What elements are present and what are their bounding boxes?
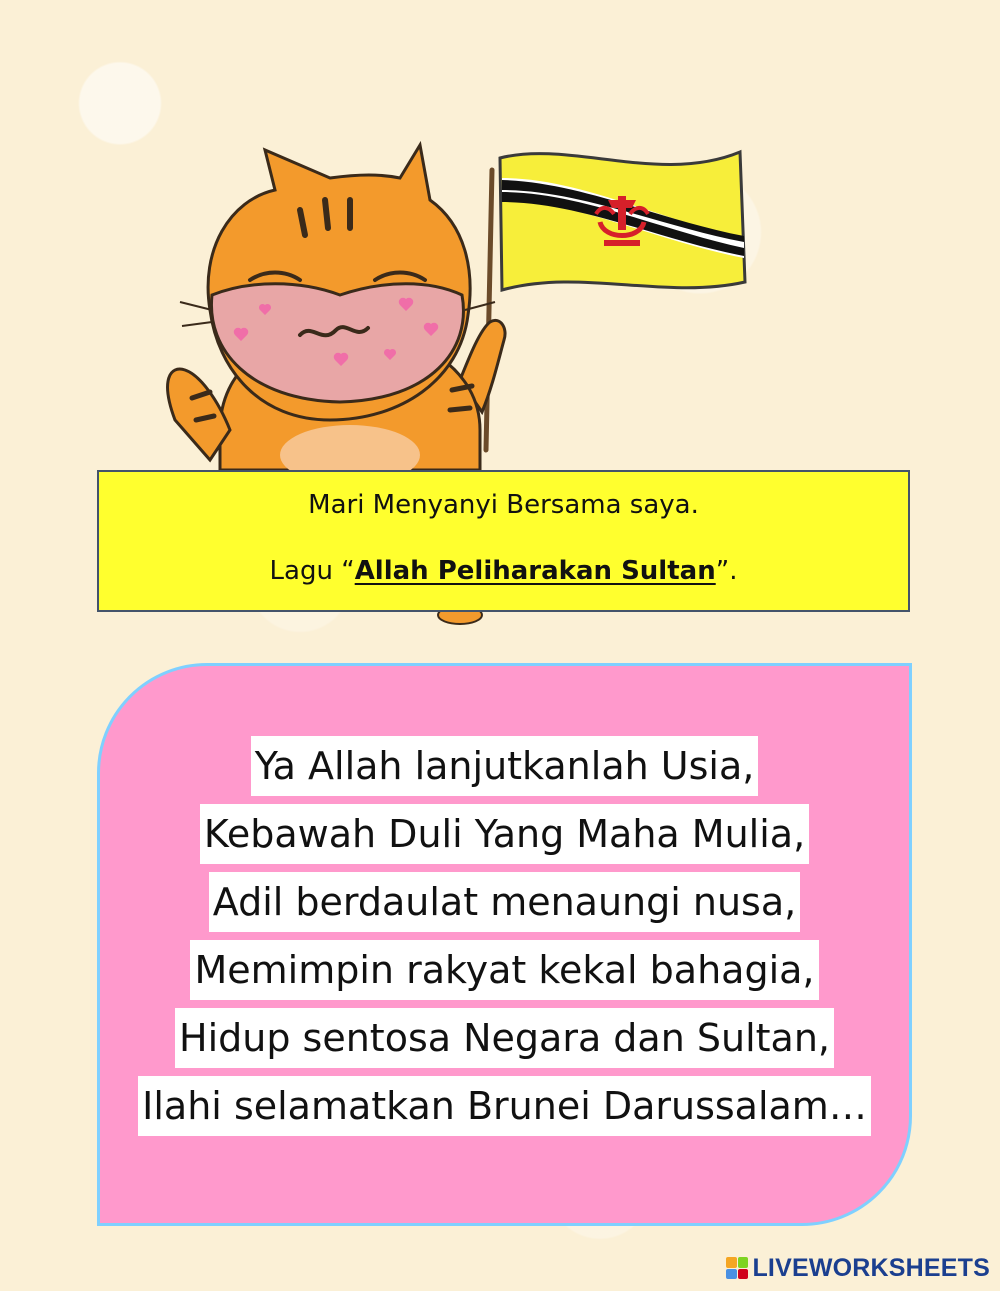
lyric-line [100, 736, 909, 804]
song-title: Allah Peliharakan Sultan [354, 556, 716, 586]
lyric-text: Adil berdaulat menaungi nusa, [209, 872, 800, 932]
song-title-line [99, 556, 908, 586]
song-intro-box [97, 470, 910, 612]
intro-text: Mari Menyanyi Bersama saya. [308, 490, 699, 520]
liveworksheets-logo[interactable] [726, 1253, 990, 1283]
lyric-line [100, 872, 909, 940]
song-title-prefix: Lagu “ [269, 556, 355, 586]
brand-name: LIVEWORKSHEETS [752, 1253, 990, 1282]
lyrics-list [100, 736, 909, 1144]
lyric-line [100, 804, 909, 872]
lyrics-card [97, 663, 912, 1226]
lyric-line [100, 1076, 909, 1144]
lyric-line [100, 1008, 909, 1076]
liveworksheets-icon [726, 1257, 748, 1279]
lyric-text: Memimpin rakyat kekal bahagia, [190, 940, 818, 1000]
brunei-flag-icon [500, 152, 745, 290]
lyric-text: Kebawah Duli Yang Maha Mulia, [200, 804, 809, 864]
lyric-text: Hidup sentosa Negara dan Sultan, [175, 1008, 834, 1068]
lyric-line [100, 940, 909, 1008]
song-title-suffix: ”. [715, 556, 738, 586]
lyric-text: Ilahi selamatkan Brunei Darussalam… [138, 1076, 871, 1136]
lyric-text: Ya Allah lanjutkanlah Usia, [251, 736, 759, 796]
